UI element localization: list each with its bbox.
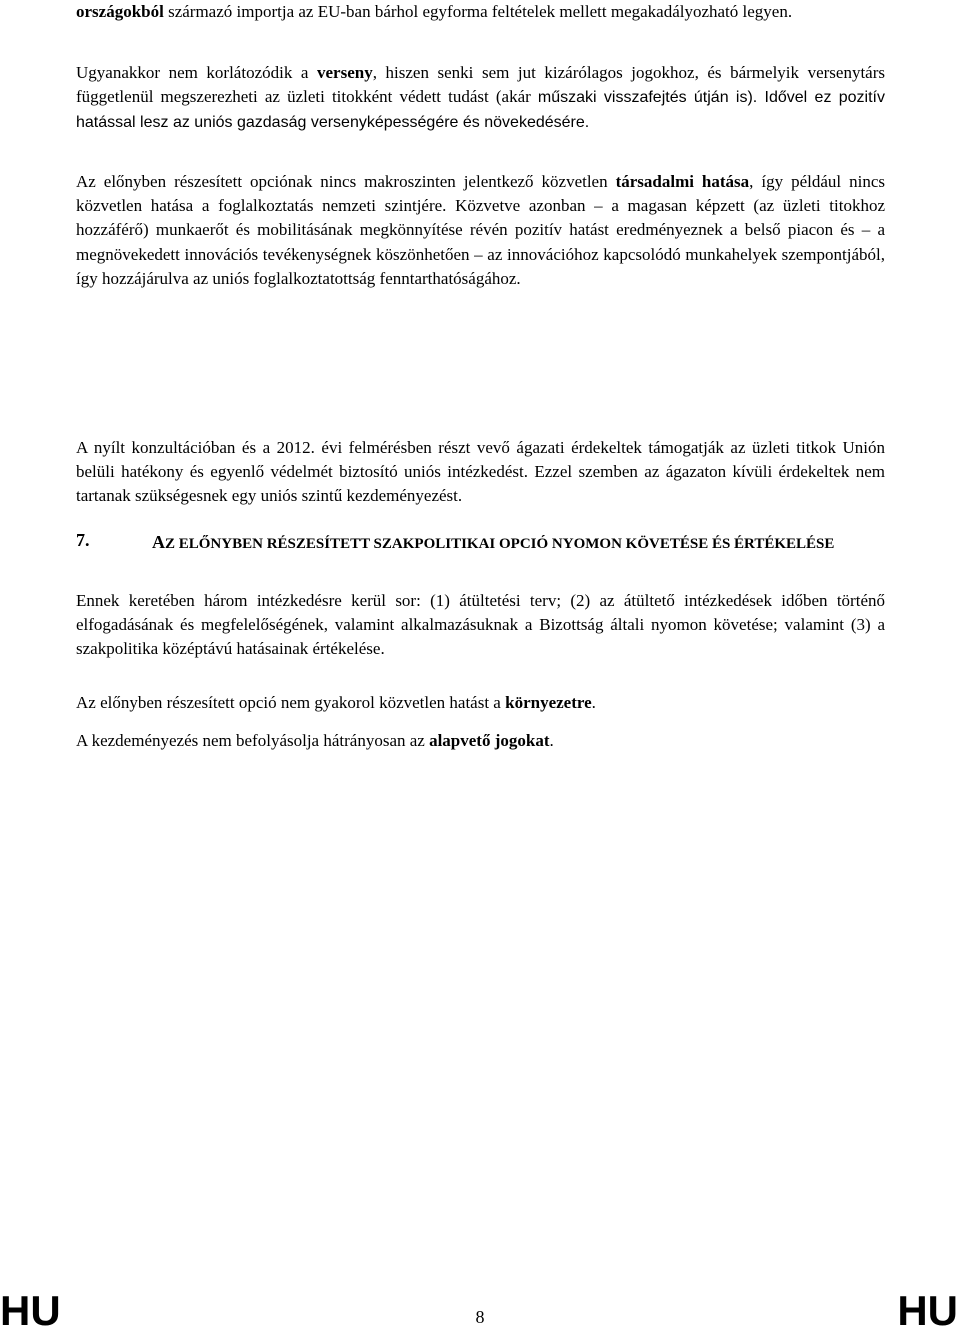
paragraph-text: Ennek keretében három intézkedésre kerül sor: (1) átültetési terv; (2) az átültető intézkedések időben történő elfogadásának és megfelelőségének, valamint alkalmazásuknak a Bizottság általi nyomon követése; valamint (3) a szakpolitika középtávú hatásainak értékelése.	[76, 591, 885, 659]
language-code-right: HU	[897, 1287, 958, 1334]
section-number: 7.	[76, 530, 90, 550]
paragraph-text: Az előnyben részesített opció nem gyakorol közvetlen hatást a	[76, 693, 506, 712]
paragraph-text: Ugyanakkor nem korlátozódik a	[76, 63, 317, 82]
emphasis-text: társadalmi hatása	[615, 172, 750, 191]
paragraph-social-impact	[76, 170, 885, 291]
emphasis-text: alapvető jogokat	[429, 731, 550, 750]
emphasis-text: verseny	[317, 63, 373, 82]
emphasis-text: környezetre	[505, 693, 592, 712]
paragraph-competition	[76, 61, 885, 136]
paragraph-text: származó importja az EU-ban bárhol egyforma feltételek mellett megakadályozható legyen.	[163, 2, 793, 21]
paragraph-text: A nyílt konzultációban és a 2012. évi felmérésben részt vevő ágazati érdekeltek támogatják az üzleti titkok Unión belüli hatékony és egyenlő védelmét biztosító uniós intézkedést. Ezzel szemben az ágazaton kívüli érdekeltek nem tartanak szükségesnek egy uniós szintű kezdeményezést.	[76, 438, 885, 506]
section-title: AZ ELŐNYBEN RÉSZESÍTETT SZAKPOLITIKAI OPCIÓ NYOMON KÖVETÉSE ÉS ÉRTÉKELÉSE	[152, 532, 835, 552]
paragraph-text: , hiszen senki sem jut kizárólagos jogokhoz, és bármelyik versenytárs függetlenül megszerezheti az üzleti titokként védett tudást (akár	[76, 63, 885, 107]
paragraph-text: , így például nincs közvetlen hatása a foglalkoztatás nemzeti szintjére. Közvetve azonban – a magasan képzett (az üzleti titokhoz hozzáférő) munkaerőt és mobilitásának megkönnyítése révén pozitív hatást eredményeznek a belső piacon és – a megnövekedett innovációs tevékenységnek köszönhetően – az innovációhoz kapcsolódó munkahelyek szempontjából, így hozzájárulva az uniós foglalkoztatottság fenntarthatóságához.	[76, 172, 885, 288]
paragraph-fundamental-rights	[76, 729, 554, 753]
paragraph-text: A kezdeményezés nem befolyásolja hátrányosan az	[76, 731, 430, 750]
page-number: 8	[475, 1307, 485, 1327]
paragraph-text: Az előnyben részesített opciónak nincs makroszinten jelentkező közvetlen	[76, 172, 616, 191]
paragraph-text: műszaki visszafejtés útján is). Idővel ez pozitív hatással lesz az uniós gazdaság versenyképességére és növekedésére.	[76, 89, 885, 132]
language-code-left: HU	[0, 1287, 61, 1334]
paragraph-text: .	[591, 693, 596, 712]
paragraph-monitoring	[76, 589, 885, 662]
paragraph-environment	[76, 691, 596, 715]
paragraph-import	[76, 0, 792, 24]
paragraph-text: .	[549, 731, 554, 750]
emphasis-text: országokból	[76, 2, 164, 21]
paragraph-consultation	[76, 436, 885, 509]
